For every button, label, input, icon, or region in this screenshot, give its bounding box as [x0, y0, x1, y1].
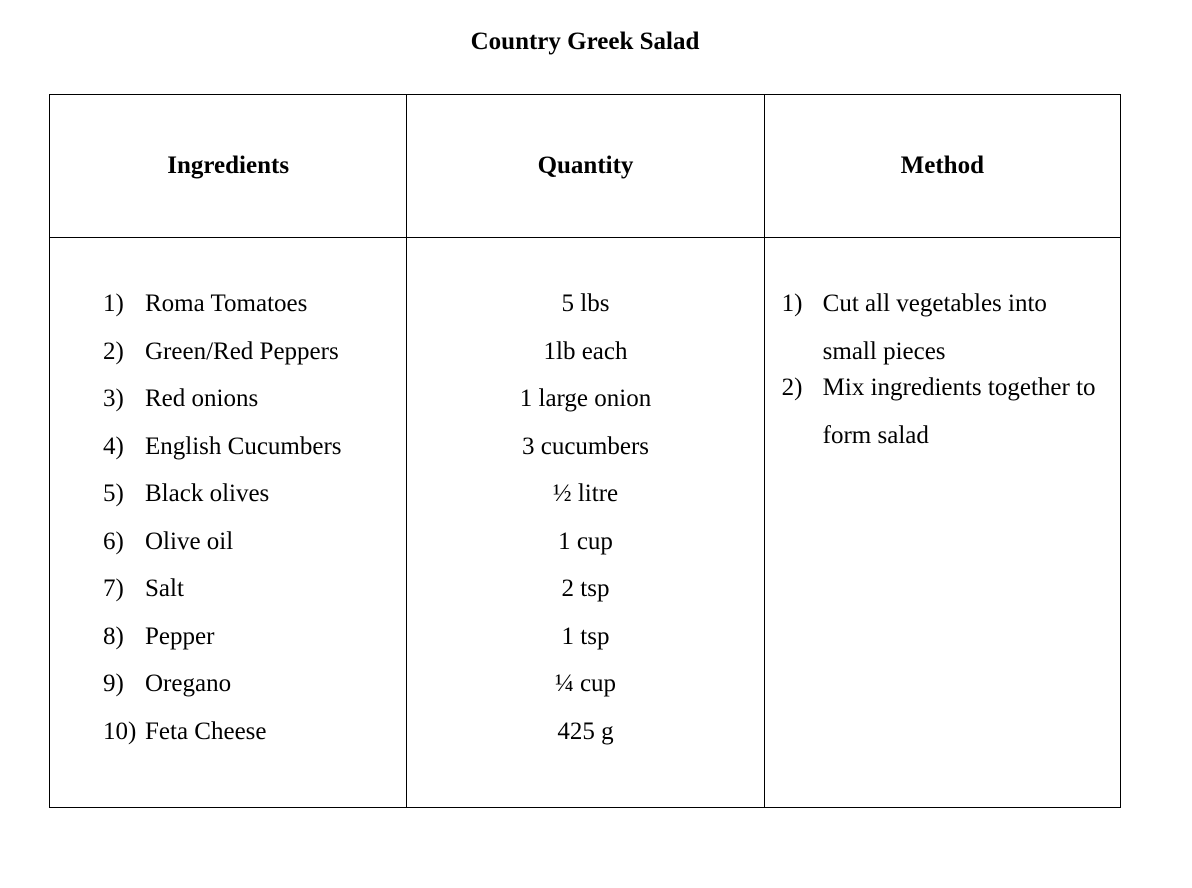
method-step-text: Mix ingredients together to form salad: [822, 374, 1096, 449]
ingredient-name: Roma Tomatoes: [145, 290, 308, 317]
ingredient-number: 3): [103, 385, 124, 412]
header-ingredients: Ingredients: [50, 95, 407, 238]
method-step-number: 1): [781, 290, 803, 317]
ingredient-item: [50, 429, 406, 477]
ingredient-name: Feta Cheese: [145, 717, 267, 745]
ingredient-item: [50, 286, 406, 334]
ingredient-number: 1): [103, 290, 124, 317]
method-cell: [764, 238, 1120, 808]
header-row: [50, 95, 1121, 238]
recipe-table: [49, 94, 1121, 808]
content-row: [50, 238, 1121, 808]
quantity-item: 2 tsp: [561, 575, 610, 602]
quantity-item: 1 tsp: [561, 622, 610, 650]
ingredient-item: [50, 476, 406, 524]
quantity-item: ¼ cup: [554, 670, 617, 697]
ingredient-item: [50, 524, 406, 572]
ingredient-name: English Cucumbers: [145, 432, 342, 460]
ingredient-item: [50, 571, 406, 619]
method-step-text: Cut all vegetables into small pieces: [822, 290, 1047, 365]
ingredient-number: 5): [103, 480, 124, 507]
ingredient-number: 4): [103, 432, 124, 460]
ingredient-item: [50, 619, 406, 667]
quantity-list: [407, 238, 763, 761]
quantity-item: 1 cup: [558, 527, 613, 555]
document-title: Country Greek Salad: [470, 28, 700, 55]
quantity-item: 1lb each: [543, 337, 628, 365]
ingredient-number: 10): [103, 717, 137, 745]
quantity-item: 3 cucumbers: [521, 432, 650, 460]
ingredient-name: Red onions: [145, 385, 259, 412]
header-method: Method: [764, 95, 1120, 238]
header-quantity: Quantity: [407, 95, 764, 238]
method-step: [782, 370, 1120, 459]
ingredient-name: Salt: [145, 575, 184, 602]
ingredient-name: Black olives: [145, 480, 270, 507]
ingredient-name: Oregano: [145, 670, 232, 697]
quantity-item: 425 g: [557, 717, 614, 745]
ingredient-item: [50, 334, 406, 382]
ingredient-number: 7): [103, 575, 124, 602]
ingredient-number: 6): [103, 527, 124, 555]
ingredients-list: [50, 238, 406, 761]
ingredient-name: Green/Red Peppers: [145, 337, 339, 365]
ingredient-item: [50, 714, 406, 762]
method-list: [765, 238, 1120, 459]
ingredient-item: [50, 666, 406, 714]
quantity-item: 1 large onion: [519, 385, 652, 412]
quantity-cell: [407, 238, 764, 808]
method-step-number: 2): [781, 374, 803, 401]
ingredient-number: 8): [103, 622, 124, 650]
method-step: [782, 286, 1120, 375]
ingredients-cell: [50, 238, 407, 808]
ingredient-number: 9): [103, 670, 124, 697]
ingredient-name: Pepper: [145, 622, 215, 650]
ingredient-name: Olive oil: [145, 527, 234, 555]
quantity-item: 5 lbs: [561, 290, 610, 317]
quantity-item: ½ litre: [552, 480, 619, 507]
ingredient-number: 2): [103, 337, 124, 365]
ingredient-item: [50, 381, 406, 429]
